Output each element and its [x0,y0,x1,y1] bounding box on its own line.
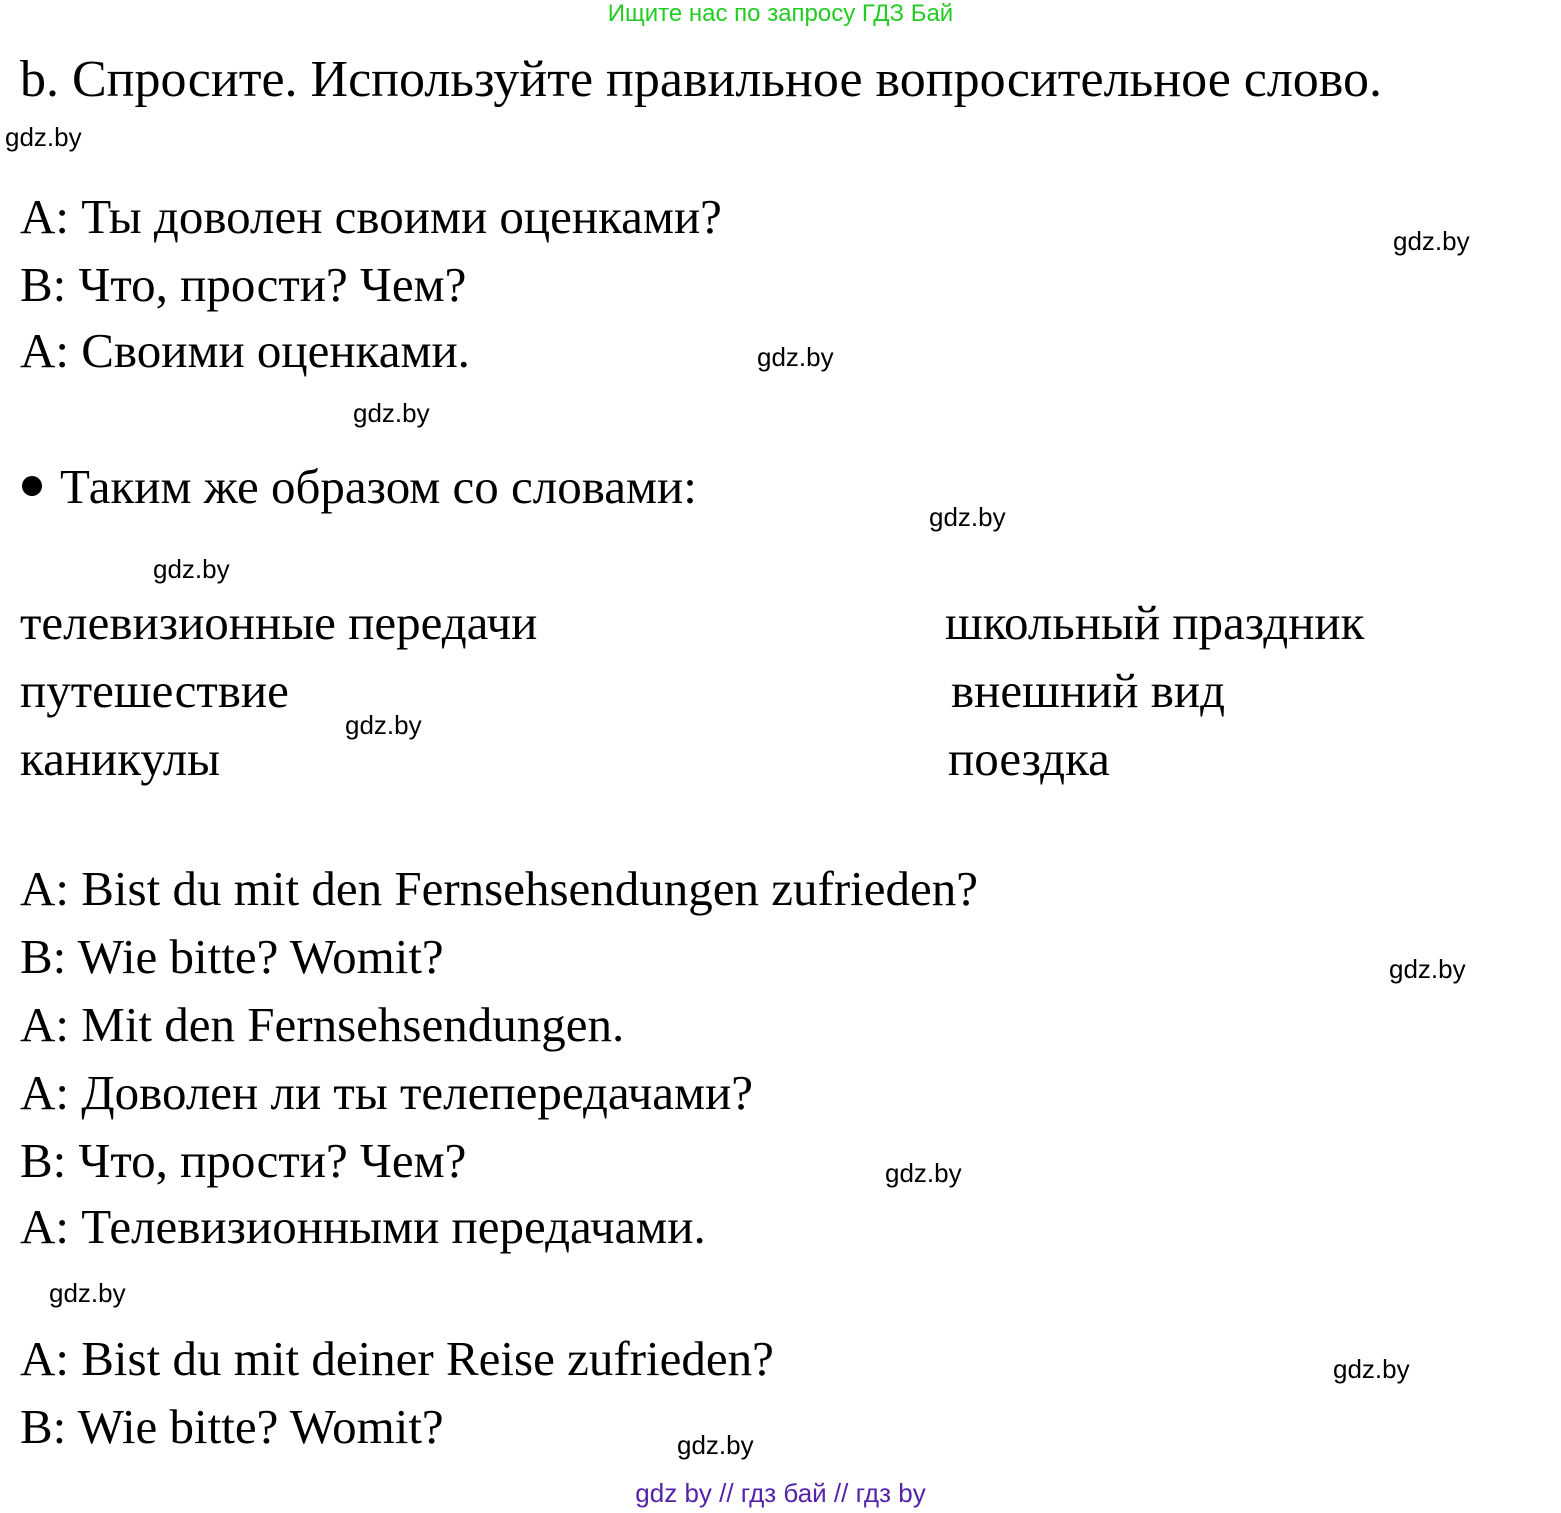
example-line-3: A: Своими оценками. [20,323,470,378]
dialog2-de-line-1: A: Bist du mit deiner Reise zufrieden? [20,1331,774,1386]
instruction [22,458,697,515]
footer-links[interactable]: gdz by // гдз бай // гдз by [635,1478,926,1508]
dialog2-de-line-2: B: Wie bitte? Womit? [20,1399,444,1454]
watermark: gdz.by [757,342,834,372]
watermark: gdz.by [1393,226,1470,256]
dialog1-ru-line-1: A: Доволен ли ты телепередачами? [20,1065,754,1120]
search-hint-link[interactable]: Ищите нас по запросу ГДЗ Бай [607,0,954,27]
watermark: gdz.by [1389,954,1466,984]
watermark: gdz.by [353,398,430,428]
task-title: b. Спросите. Используйте правильное вопросительное слово. [20,51,1383,108]
example-line-1: A: Ты доволен своими оценками? [20,189,722,244]
watermark: gdz.by [677,1430,754,1460]
watermark: gdz.by [153,554,230,584]
watermark: gdz.by [1333,1354,1410,1384]
watermark: gdz.by [49,1278,126,1308]
watermark: gdz.by [345,710,422,740]
dialog1-de-line-3: A: Mit den Fernsehsendungen. [20,997,625,1052]
example-line-2: B: Что, прости? Чем? [20,257,467,312]
word-left-2: путешествие [20,663,289,718]
watermark: gdz.by [929,502,1006,532]
dialog1-ru-line-2: B: Что, прости? Чем? [20,1133,467,1188]
bullet-icon [22,476,42,496]
dialog1-de-line-1: A: Bist du mit den Fernsehsendungen zufrieden? [20,861,979,916]
word-left-3: каникулы [20,731,221,786]
instruction-text: Таким же образом со словами: [60,459,697,514]
word-right-1: школьный праздник [945,595,1365,650]
word-right-3: поездка [948,731,1110,786]
dialog1-ru-line-3: A: Телевизионными передачами. [20,1199,706,1254]
word-right-2: внешний вид [951,663,1226,718]
watermark: gdz.by [5,122,82,152]
dialog1-de-line-2: B: Wie bitte? Womit? [20,929,444,984]
word-left-1: телевизионные передачи [20,595,538,650]
watermark: gdz.by [885,1158,962,1188]
